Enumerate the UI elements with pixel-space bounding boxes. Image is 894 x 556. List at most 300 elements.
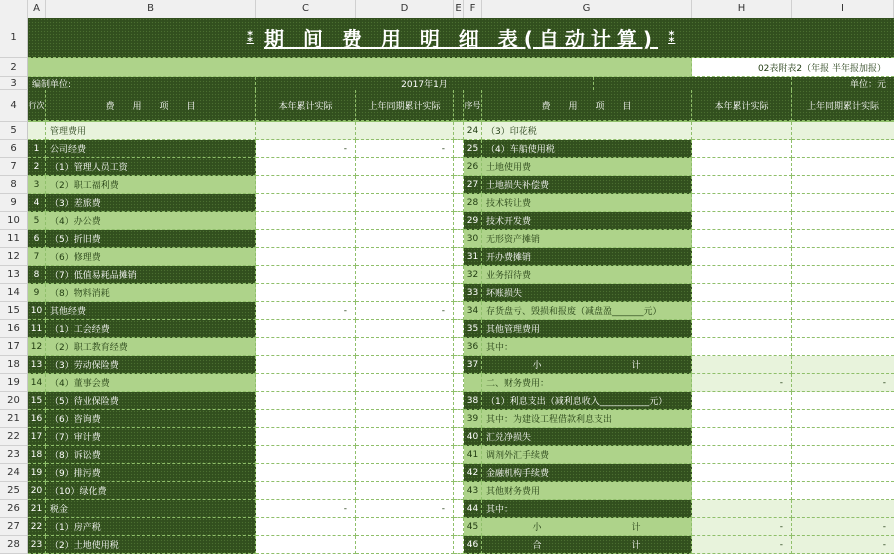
row-header-13[interactable]: 13 (0, 266, 28, 284)
previous-value-left[interactable] (356, 320, 454, 338)
table-row (28, 194, 894, 212)
row-header-1[interactable]: 1 (0, 18, 28, 58)
row-number-left[interactable]: 12 (28, 338, 46, 356)
item-label-left[interactable]: （7）低值易耗品摊销 (46, 266, 256, 284)
column-header-d[interactable]: D (356, 0, 454, 18)
current-value-right[interactable] (692, 428, 792, 446)
title-cell[interactable] (28, 18, 894, 58)
item-label-right[interactable]: （4）车船使用税 (482, 140, 692, 158)
item-label-left[interactable]: （9）排污费 (46, 464, 256, 482)
current-value-left[interactable] (256, 176, 356, 194)
spacer-cell[interactable] (454, 374, 464, 392)
current-value-right[interactable]: - (692, 374, 792, 392)
previous-value-right[interactable] (792, 428, 894, 446)
row-number-right[interactable]: 31 (464, 248, 482, 266)
row-header-28[interactable]: 28 (0, 536, 28, 554)
column-header-i[interactable]: I (792, 0, 894, 18)
row-number-right[interactable] (464, 374, 482, 392)
item-label-right[interactable]: 其中：为建设工程借款利息支出 (482, 410, 692, 428)
previous-value-right[interactable] (792, 140, 894, 158)
previous-value-right[interactable]: - (792, 518, 894, 536)
spacer-cell[interactable] (454, 392, 464, 410)
item-label-left[interactable]: （7）审计费 (46, 428, 256, 446)
spacer-cell[interactable] (454, 320, 464, 338)
row-number-left[interactable]: 4 (28, 194, 46, 212)
row-number-left[interactable]: 16 (28, 410, 46, 428)
current-value-right[interactable] (692, 230, 792, 248)
row-header-10[interactable]: 10 (0, 212, 28, 230)
previous-value-left[interactable] (356, 536, 454, 554)
row-number-right[interactable]: 25 (464, 140, 482, 158)
row-number-right[interactable]: 26 (464, 158, 482, 176)
spacer-cell[interactable] (454, 212, 464, 230)
previous-value-right[interactable] (792, 122, 894, 140)
table-row (28, 320, 894, 338)
item-label-left[interactable]: （2）职工教育经费 (46, 338, 256, 356)
row-number-right[interactable]: 24 (464, 122, 482, 140)
previous-value-right[interactable] (792, 392, 894, 410)
previous-value-right[interactable] (792, 482, 894, 500)
meta-row (28, 77, 894, 90)
current-value-left[interactable] (256, 356, 356, 374)
item-label-left[interactable]: （6）咨询费 (46, 410, 256, 428)
spacer-cell[interactable] (454, 230, 464, 248)
row-header-27[interactable]: 27 (0, 518, 28, 536)
previous-value-left[interactable] (356, 482, 454, 500)
row-header-20[interactable]: 20 (0, 392, 28, 410)
item-label-right[interactable]: 调剂外汇手续费 (482, 446, 692, 464)
row-number-left[interactable]: 7 (28, 248, 46, 266)
row-number-left[interactable] (28, 122, 46, 140)
row-header-25[interactable]: 25 (0, 482, 28, 500)
current-value-left[interactable] (256, 374, 356, 392)
currency-cell[interactable]: 单位：元 (849, 80, 886, 90)
previous-value-right[interactable] (792, 446, 894, 464)
row-headers (0, 18, 28, 554)
header-e[interactable] (454, 90, 464, 121)
current-value-right[interactable] (692, 500, 792, 518)
current-value-right[interactable] (692, 194, 792, 212)
row-number-left[interactable]: 17 (28, 428, 46, 446)
row-number-left[interactable]: 15 (28, 392, 46, 410)
star-right-icon: ⁑ (668, 29, 676, 46)
row-number-right[interactable]: 44 (464, 500, 482, 518)
item-label-right[interactable]: 土地使用费 (482, 158, 692, 176)
row-number-left[interactable]: 22 (28, 518, 46, 536)
previous-value-left[interactable] (356, 230, 454, 248)
column-header-g[interactable]: G (482, 0, 692, 18)
previous-value-right[interactable]: - (792, 374, 894, 392)
item-label-left[interactable]: （3）差旅费 (46, 194, 256, 212)
row-number-left[interactable]: 18 (28, 446, 46, 464)
row-header-2[interactable]: 2 (0, 58, 28, 77)
row-number-left[interactable]: 2 (28, 158, 46, 176)
previous-value-left[interactable] (356, 122, 454, 140)
previous-value-left[interactable] (356, 392, 454, 410)
header-seq-2[interactable]: 序号 (464, 90, 482, 121)
spacer-cell[interactable] (454, 482, 464, 500)
table-row (28, 302, 894, 320)
item-label-left[interactable]: 管理费用 (46, 122, 256, 140)
row-number-right[interactable]: 43 (464, 482, 482, 500)
table-row (28, 230, 894, 248)
row-number-right[interactable]: 30 (464, 230, 482, 248)
header-item-2[interactable]: 费 用 项 目 (482, 90, 692, 121)
row-header-24[interactable]: 24 (0, 464, 28, 482)
table-row (28, 140, 894, 158)
item-label-left[interactable]: （1）管理人员工资 (46, 158, 256, 176)
previous-value-right[interactable] (792, 194, 894, 212)
item-label-right[interactable]: 汇兑净损失 (482, 428, 692, 446)
current-value-left[interactable] (256, 194, 356, 212)
current-value-left[interactable] (256, 248, 356, 266)
current-value-left[interactable] (256, 392, 356, 410)
previous-value-left[interactable]: - (356, 302, 454, 320)
spacer-cell[interactable] (454, 176, 464, 194)
spacer-cell[interactable] (454, 302, 464, 320)
row-number-left[interactable]: 5 (28, 212, 46, 230)
row-header-16[interactable]: 16 (0, 320, 28, 338)
previous-value-left[interactable] (356, 338, 454, 356)
current-value-left[interactable] (256, 428, 356, 446)
table-row (28, 122, 894, 140)
current-value-right[interactable] (692, 464, 792, 482)
spacer-cell[interactable] (454, 446, 464, 464)
item-label-left[interactable]: （10）绿化费 (46, 482, 256, 500)
spacer-cell[interactable] (454, 464, 464, 482)
row-number-right[interactable]: 27 (464, 176, 482, 194)
header-previous[interactable]: 上年同期累计实际 (356, 90, 454, 121)
row-number-left[interactable]: 3 (28, 176, 46, 194)
previous-value-right[interactable] (792, 464, 894, 482)
row-header-9[interactable]: 9 (0, 194, 28, 212)
previous-value-left[interactable] (356, 410, 454, 428)
table-row (28, 212, 894, 230)
column-header-c[interactable]: C (256, 0, 356, 18)
table-row (28, 248, 894, 266)
previous-value-left[interactable]: - (356, 500, 454, 518)
spacer-cell[interactable] (454, 284, 464, 302)
current-value-left[interactable] (256, 410, 356, 428)
table-row (28, 176, 894, 194)
row-number-right[interactable]: 32 (464, 266, 482, 284)
item-label-left[interactable]: （1）工会经费 (46, 320, 256, 338)
item-label-left[interactable]: （2）土地使用税 (46, 536, 256, 554)
row-number-right[interactable]: 36 (464, 338, 482, 356)
current-value-right[interactable] (692, 284, 792, 302)
item-label-left[interactable]: （1）房产税 (46, 518, 256, 536)
item-label-left[interactable]: （5）折旧费 (46, 230, 256, 248)
row-number-left[interactable]: 9 (28, 284, 46, 302)
previous-value-right[interactable] (792, 266, 894, 284)
row-header-5[interactable]: 5 (0, 122, 28, 140)
previous-value-right[interactable] (792, 158, 894, 176)
row-number-right[interactable]: 33 (464, 284, 482, 302)
detail-rows (28, 122, 894, 554)
previous-value-right[interactable] (792, 320, 894, 338)
current-value-left[interactable] (256, 482, 356, 500)
select-all-corner[interactable] (0, 0, 28, 18)
current-value-right[interactable] (692, 356, 792, 374)
row-header-19[interactable]: 19 (0, 374, 28, 392)
table-row (28, 446, 894, 464)
table-row (28, 410, 894, 428)
current-value-left[interactable] (256, 320, 356, 338)
column-header-a[interactable]: A (28, 0, 46, 18)
row-header-3[interactable]: 3 (0, 77, 28, 90)
row-number-left[interactable]: 10 (28, 302, 46, 320)
previous-value-left[interactable] (356, 248, 454, 266)
row-number-left[interactable]: 11 (28, 320, 46, 338)
previous-value-right[interactable] (792, 302, 894, 320)
row-header-11[interactable]: 11 (0, 230, 28, 248)
current-value-left[interactable] (256, 464, 356, 482)
column-header-b[interactable]: B (46, 0, 256, 18)
item-label-left[interactable]: （3）劳动保险费 (46, 356, 256, 374)
row-number-right[interactable]: 34 (464, 302, 482, 320)
current-value-left[interactable] (256, 518, 356, 536)
item-label-left[interactable]: （5）待业保险费 (46, 392, 256, 410)
unit-label[interactable]: 编制单位: (28, 77, 256, 90)
row-number-left[interactable]: 6 (28, 230, 46, 248)
spacer-cell[interactable] (454, 518, 464, 536)
header-seq[interactable]: 行次 (28, 90, 46, 121)
current-value-left[interactable] (256, 284, 356, 302)
previous-value-left[interactable] (356, 158, 454, 176)
current-value-left[interactable]: - (256, 302, 356, 320)
current-value-right[interactable]: - (692, 536, 792, 554)
item-label-right[interactable]: 合 计 (482, 536, 692, 554)
row-number-right[interactable]: 46 (464, 536, 482, 554)
row-number-left[interactable]: 23 (28, 536, 46, 554)
spacer-cell[interactable] (454, 536, 464, 554)
item-label-right[interactable]: 坏账损失 (482, 284, 692, 302)
item-label-left[interactable]: 其他经费 (46, 302, 256, 320)
current-value-right[interactable] (692, 338, 792, 356)
row-number-right[interactable]: 40 (464, 428, 482, 446)
current-value-right[interactable] (692, 410, 792, 428)
row-header-15[interactable]: 15 (0, 302, 28, 320)
previous-value-right[interactable] (792, 410, 894, 428)
previous-value-right[interactable] (792, 338, 894, 356)
previous-value-right[interactable]: - (792, 536, 894, 554)
row-header-4[interactable]: 4 (0, 90, 28, 122)
spacer-cell[interactable] (454, 248, 464, 266)
current-value-left[interactable] (256, 446, 356, 464)
current-value-right[interactable] (692, 176, 792, 194)
current-value-right[interactable] (692, 482, 792, 500)
item-label-right[interactable]: 开办费摊销 (482, 248, 692, 266)
meta-blank[interactable] (594, 77, 792, 90)
row-number-right[interactable]: 45 (464, 518, 482, 536)
table-row (28, 482, 894, 500)
row-header-8[interactable]: 8 (0, 176, 28, 194)
previous-value-right[interactable] (792, 230, 894, 248)
header-item[interactable]: 费 用 项 目 (46, 90, 256, 121)
spacer-cell[interactable] (454, 194, 464, 212)
subtitle-cell[interactable]: 02表附表2（年报 半年报加报） (692, 58, 894, 77)
previous-value-left[interactable] (356, 356, 454, 374)
current-value-right[interactable] (692, 248, 792, 266)
table-row (28, 464, 894, 482)
header-current-2[interactable]: 本年累计实际 (692, 90, 792, 121)
previous-value-right[interactable] (792, 176, 894, 194)
row-header-21[interactable]: 21 (0, 410, 28, 428)
row-number-left[interactable]: 8 (28, 266, 46, 284)
current-value-left[interactable] (256, 230, 356, 248)
column-header-e[interactable]: E (454, 0, 464, 18)
previous-value-left[interactable] (356, 374, 454, 392)
row-number-left[interactable]: 14 (28, 374, 46, 392)
table-row (28, 356, 894, 374)
row-number-right[interactable]: 35 (464, 320, 482, 338)
table-row (28, 500, 894, 518)
current-value-right[interactable] (692, 122, 792, 140)
current-value-right[interactable] (692, 302, 792, 320)
row-header-17[interactable]: 17 (0, 338, 28, 356)
header-row (28, 90, 894, 122)
table-row (28, 518, 894, 536)
row-number-left[interactable]: 1 (28, 140, 46, 158)
previous-value-left[interactable] (356, 266, 454, 284)
row-number-left[interactable]: 20 (28, 482, 46, 500)
current-value-left[interactable] (256, 266, 356, 284)
current-value-right[interactable] (692, 392, 792, 410)
star-left-icon: ⁑ (246, 29, 254, 46)
current-value-left[interactable] (256, 212, 356, 230)
current-value-right[interactable] (692, 446, 792, 464)
previous-value-left[interactable] (356, 464, 454, 482)
row-number-left[interactable]: 13 (28, 356, 46, 374)
previous-value-left[interactable] (356, 194, 454, 212)
subtitle-blank[interactable] (28, 58, 692, 77)
table-row (28, 392, 894, 410)
previous-value-left[interactable]: - (356, 140, 454, 158)
row-number-right[interactable]: 39 (464, 410, 482, 428)
row-number-left[interactable]: 19 (28, 464, 46, 482)
item-label-right[interactable]: 其他财务费用 (482, 482, 692, 500)
previous-value-right[interactable] (792, 356, 894, 374)
row-header-14[interactable]: 14 (0, 284, 28, 302)
previous-value-right[interactable] (792, 248, 894, 266)
current-value-left[interactable] (256, 158, 356, 176)
current-value-left[interactable] (256, 122, 356, 140)
item-label-right[interactable]: 土地损失补偿费 (482, 176, 692, 194)
spacer-cell[interactable] (454, 140, 464, 158)
sheet-title: 期 间 费 用 明 细 表(自动计算) (263, 27, 659, 51)
item-label-right[interactable]: 小 计 (482, 518, 692, 536)
previous-value-right[interactable] (792, 212, 894, 230)
current-value-right[interactable] (692, 266, 792, 284)
header-current[interactable]: 本年累计实际 (256, 90, 356, 121)
row-header-6[interactable]: 6 (0, 140, 28, 158)
row-header-22[interactable]: 22 (0, 428, 28, 446)
item-label-right[interactable]: 技术转让费 (482, 194, 692, 212)
current-value-right[interactable] (692, 212, 792, 230)
item-label-right[interactable]: 其他管理费用 (482, 320, 692, 338)
current-value-right[interactable] (692, 140, 792, 158)
previous-value-left[interactable] (356, 518, 454, 536)
previous-value-left[interactable] (356, 428, 454, 446)
row-header-18[interactable]: 18 (0, 356, 28, 374)
item-label-right[interactable]: （3）印花税 (482, 122, 692, 140)
previous-value-left[interactable] (356, 446, 454, 464)
item-label-right[interactable]: 存货盘亏、毁损和报废（减盘盈_______元） (482, 302, 692, 320)
spacer-cell[interactable] (454, 356, 464, 374)
row-number-right[interactable]: 28 (464, 194, 482, 212)
item-label-right[interactable]: （1）利息支出（减利息收入___________元） (482, 392, 692, 410)
period-cell[interactable]: 2017年1月 (256, 77, 594, 90)
previous-value-left[interactable] (356, 176, 454, 194)
row-number-left[interactable]: 21 (28, 500, 46, 518)
item-label-left[interactable]: 公司经费 (46, 140, 256, 158)
row-header-12[interactable]: 12 (0, 248, 28, 266)
item-label-right[interactable]: 无形资产摊销 (482, 230, 692, 248)
table-row (28, 284, 894, 302)
item-label-left[interactable]: （8）诉讼费 (46, 446, 256, 464)
spacer-cell[interactable] (454, 338, 464, 356)
column-header-h[interactable]: H (692, 0, 792, 18)
item-label-right[interactable]: 二、财务费用： (482, 374, 692, 392)
previous-value-left[interactable] (356, 284, 454, 302)
current-value-right[interactable] (692, 320, 792, 338)
spacer-cell[interactable] (454, 158, 464, 176)
spacer-cell[interactable] (454, 500, 464, 518)
row-number-right[interactable]: 42 (464, 464, 482, 482)
previous-value-left[interactable] (356, 212, 454, 230)
current-value-right[interactable] (692, 158, 792, 176)
item-label-left[interactable]: 税金 (46, 500, 256, 518)
current-value-left[interactable]: - (256, 140, 356, 158)
title-row (28, 18, 894, 58)
item-label-right[interactable]: 其中： (482, 338, 692, 356)
row-number-right[interactable]: 38 (464, 392, 482, 410)
subtitle-row (28, 58, 894, 77)
current-value-left[interactable] (256, 536, 356, 554)
column-header-f[interactable]: F (464, 0, 482, 18)
row-number-right[interactable]: 29 (464, 212, 482, 230)
current-value-right[interactable]: - (692, 518, 792, 536)
row-header-7[interactable]: 7 (0, 158, 28, 176)
previous-value-right[interactable] (792, 284, 894, 302)
item-label-left[interactable]: （4）办公费 (46, 212, 256, 230)
item-label-right[interactable]: 金融机构手续费 (482, 464, 692, 482)
row-number-right[interactable]: 37 (464, 356, 482, 374)
cell-grid[interactable] (28, 18, 894, 554)
item-label-right[interactable]: 小 计 (482, 356, 692, 374)
row-header-23[interactable]: 23 (0, 446, 28, 464)
spacer-cell[interactable] (454, 122, 464, 140)
table-row (28, 338, 894, 356)
row-number-right[interactable]: 41 (464, 446, 482, 464)
item-label-left[interactable]: （8）物料消耗 (46, 284, 256, 302)
previous-value-right[interactable] (792, 500, 894, 518)
item-label-left[interactable]: （2）职工福利费 (46, 176, 256, 194)
header-previous-2[interactable]: 上年同期累计实际 (792, 90, 894, 121)
spacer-cell[interactable] (454, 428, 464, 446)
row-header-26[interactable]: 26 (0, 500, 28, 518)
spacer-cell[interactable] (454, 410, 464, 428)
current-value-left[interactable]: - (256, 500, 356, 518)
spacer-cell[interactable] (454, 266, 464, 284)
item-label-left[interactable]: （4）董事会费 (46, 374, 256, 392)
item-label-right[interactable]: 其中： (482, 500, 692, 518)
current-value-left[interactable] (256, 338, 356, 356)
item-label-left[interactable]: （6）修理费 (46, 248, 256, 266)
item-label-right[interactable]: 业务招待费 (482, 266, 692, 284)
item-label-right[interactable]: 技术开发费 (482, 212, 692, 230)
table-row (28, 428, 894, 446)
